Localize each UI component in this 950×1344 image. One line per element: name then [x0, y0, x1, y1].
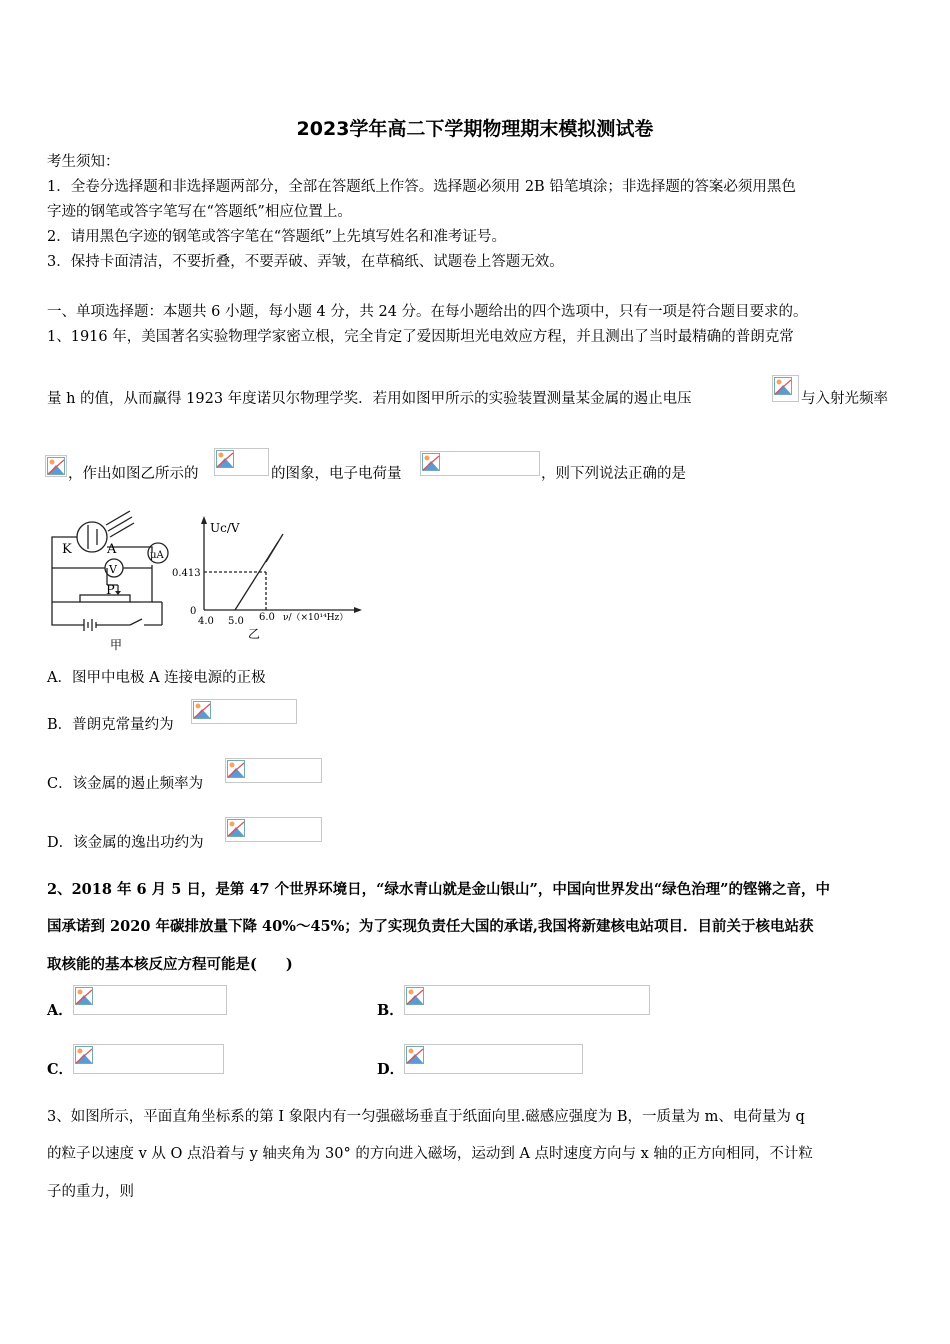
q1-option-b: B．普朗克常量约为 — [47, 717, 174, 733]
x-axis-label: ν/（×10¹⁴Hz） — [283, 613, 349, 623]
formula-image — [191, 699, 297, 724]
circuit-figure — [44, 505, 184, 655]
x-tick-label: 4.0 — [198, 616, 214, 627]
figure-label-jia: 甲 — [110, 638, 123, 652]
broken-image-icon — [75, 987, 93, 1005]
q1-option-a: A．图甲中电极 A 连接电源的正极 — [47, 670, 266, 686]
formula-image — [45, 455, 67, 477]
label-A: A — [107, 542, 117, 557]
origin-label: 0 — [190, 606, 197, 617]
q1-line-3c: ，则下列说法正确的是 — [541, 466, 686, 482]
broken-image-icon — [227, 819, 245, 837]
broken-image-icon — [216, 450, 234, 468]
label-uA: μA — [150, 550, 164, 561]
notice-heading: 考生须知： — [47, 154, 120, 170]
label-K: K — [62, 542, 72, 557]
notice-line-1a: 1．全卷分选择题和非选择题两部分，全部在答题纸上作答。选择题必须用 2B 铅笔填涂；非选择题的答案必须用黑色 — [47, 179, 796, 195]
q3-line-1: 3、如图所示，平面直角坐标系的第 I 象限内有一匀强磁场垂直于纸面向里.磁感应强度为 B，一质量为 m、电荷量为 q — [47, 1109, 805, 1125]
broken-image-icon — [406, 987, 424, 1005]
q2-line-1: 2、2018 年 6 月 5 日，是第 47 个世界环境日，“绿水青山就是金山银山”，中国向世界发出“绿色治理”的铿锵之音，中 — [47, 881, 830, 898]
q3-line-2: 的粒子以速度 v 从 O 点沿着与 y 轴夹角为 30° 的方向进入磁场，运动到 A 点时速度方向与 x 轴的正方向相同，不计粒 — [47, 1146, 813, 1162]
label-V: V — [109, 563, 117, 576]
broken-image-icon — [193, 701, 211, 719]
broken-image-icon — [422, 453, 440, 471]
notice-line-1b: 字迹的钢笔或答字笔写在“答题纸”相应位置上。 — [47, 204, 352, 220]
q2-line-2: 国承诺到 2020 年碳排放量下降 40%～45%；为了实现负责任大国的承诺,我国将新建核电站项目．目前关于核电站获 — [47, 918, 814, 935]
q1-line-3b: 的图象，电子电荷量 — [271, 466, 402, 482]
x-tick-label: 5.0 — [228, 616, 244, 627]
formula-image — [420, 451, 540, 476]
y-tick-label: 0.413 — [172, 568, 201, 579]
q1-line-2a: 量 h 的值，从而赢得 1923 年度诺贝尔物理学奖．若用如图甲所示的实验装置测量某金属的遏止电压 — [47, 391, 692, 407]
formula-image — [772, 375, 799, 402]
q1-line-3a: ，作出如图乙所示的 — [68, 466, 199, 482]
q2-option-c: C． — [47, 1061, 74, 1078]
q3-line-3: 子的重力，则 — [47, 1184, 134, 1200]
q1-line-1: 1、1916 年，美国著名实验物理学家密立根，完全肯定了爱因斯坦光电效应方程，并且测出了当时最精确的普朗克常 — [47, 329, 794, 345]
formula-image — [404, 1044, 583, 1074]
phototube — [77, 522, 107, 552]
formula-image — [404, 985, 650, 1015]
section-heading: 一、单项选择题：本题共 6 小题，每小题 4 分，共 24 分。在每小题给出的四个选项中，只有一项是符合题目要求的。 — [47, 304, 808, 320]
q2-option-a: A． — [47, 1002, 73, 1019]
formula-image — [73, 1044, 224, 1074]
formula-image — [225, 817, 322, 842]
q1-option-c: C．该金属的遏止频率为 — [47, 776, 204, 792]
rheostat — [80, 595, 130, 602]
formula-image — [73, 985, 227, 1015]
x-tick-label: 6.0 — [259, 612, 275, 623]
broken-image-icon — [774, 377, 792, 395]
broken-image-icon — [406, 1046, 424, 1064]
figure-label-yi: 乙 — [248, 627, 261, 641]
broken-image-icon — [75, 1046, 93, 1064]
label-P: P — [106, 583, 115, 598]
broken-image-icon — [47, 457, 65, 475]
q1-line-2b: 与入射光频率 — [801, 391, 888, 407]
uc-frequency-graph — [168, 512, 368, 642]
notice-line-3: 3．保持卡面清洁，不要折叠，不要弄破、弄皱，在草稿纸、试题卷上答题无效。 — [47, 254, 564, 270]
q1-option-d: D．该金属的逸出功约为 — [47, 835, 204, 851]
y-axis-label: Uc/V — [210, 521, 240, 535]
broken-image-icon — [227, 760, 245, 778]
q2-option-d: D． — [377, 1061, 405, 1078]
q2-option-b: B． — [377, 1002, 404, 1019]
formula-image — [225, 758, 322, 783]
notice-line-2: 2．请用黑色字迹的钢笔或答字笔在“答题纸”上先填写姓名和准考证号。 — [47, 229, 507, 245]
formula-image — [214, 448, 269, 476]
data-line-ext — [266, 534, 283, 562]
page-title: 2023学年高二下学期物理期末模拟测试卷 — [296, 118, 654, 140]
q2-line-3: 取核能的基本核反应方程可能是( ) — [47, 956, 293, 973]
